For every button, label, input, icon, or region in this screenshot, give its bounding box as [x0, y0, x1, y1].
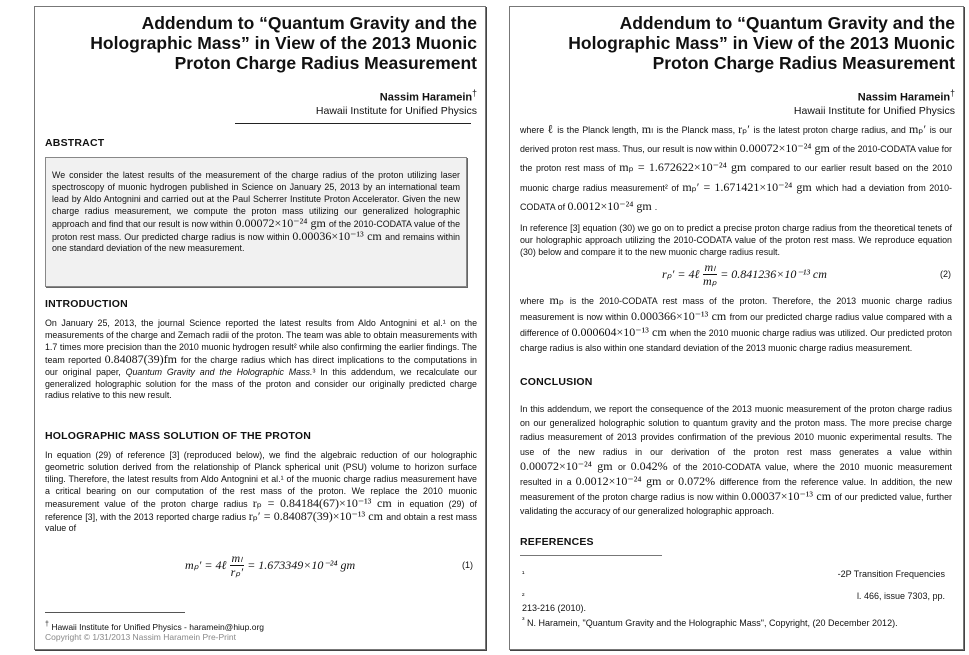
eq-fraction — [230, 552, 245, 579]
equation-1-label: (1) — [462, 560, 473, 570]
text-run: In reference [3] equation (30) we go on to predict a precise proton charge radius from the theoretical tenets of our holographic approach utilizing the 2010-CODATA value of the proton rest mass. We reproduce equation (30) below and compare it to the new muonic charge radius result. — [520, 223, 952, 257]
eq-numerator: mₗ — [704, 260, 716, 274]
text-run: of the 2010-CODATA value for the proton rest mass of — [520, 144, 953, 174]
math-expression: 0.00037×10⁻¹³ cm — [741, 489, 835, 504]
page-1 — [34, 6, 486, 650]
text-run: difference from the reference value. In addition, the new measurement of the proton charge radius is now within — [520, 477, 953, 503]
eq-rhs: = 1.673349×10⁻²⁴ gm — [247, 558, 356, 572]
math-expression: 0.042% — [630, 458, 674, 473]
references-rule — [520, 555, 662, 556]
reference-mark: ² — [522, 591, 525, 600]
paper-title: Addendum to “Quantum Gravity and the Holographic Mass” in View of the 2013 Muonic Proton Charge Radius Measurement — [568, 13, 955, 73]
text-run: ³ In this addendum, we recalculate our generalized holographic solution for the mass of the proton and consider our originally predicted charge radius relative to this new result. — [45, 366, 477, 401]
text-run: which had a deviation from 2010-CODATA of — [520, 182, 952, 212]
text-run: is the Planck mass, — [656, 125, 739, 135]
eq-denominator: rₚ′ — [230, 565, 244, 579]
text-run: is the 2010-CODATA rest mass of the proton. Therefore, the 2013 muonic charge radius measurement is now within — [520, 296, 952, 322]
text-run: is the Planck length, — [557, 125, 642, 135]
holo-text — [45, 450, 477, 535]
page-2 — [509, 6, 964, 650]
footnote-mark: † — [45, 620, 49, 628]
math-expression: 0.00072×10⁻²⁴ gm — [739, 141, 833, 156]
eq-lhs: rₚ′ = 4ℓ — [662, 267, 700, 281]
math-expression: mₚ — [549, 293, 570, 307]
text-run: is our derived proton rest mass. Thus, our result is now within — [520, 125, 953, 155]
text-run: On January 25, 2013, the journal Science reported the latest results from Aldo Antognini et al.¹ on the measurements of the charge and Zemach radii of the proton. The team was able to obtain measurements with 1.7 times more precision than the 2010 muonic hydrogen result² while also confirming the earlier findings. The team reported — [45, 318, 477, 365]
text-run: of the 2010-CODATA value, where the 2010 muonic measurement resulted in a — [520, 461, 953, 488]
math-expression: rₚ′ = 0.84087(39)×10⁻¹³ cm — [248, 508, 387, 523]
text-run: in equation (29) of reference [3], with the 2013 reported charge radius — [45, 498, 477, 522]
author-affiliation: Hawaii Institute for Unified Physics — [793, 104, 955, 117]
author-mark: † — [950, 88, 955, 98]
math-expression: rₚ = 0.84184(67)×10⁻¹³ cm — [252, 495, 398, 510]
math-expression: 0.0012×10⁻²⁴ gm — [575, 474, 667, 489]
math-expression: 0.00072×10⁻²⁴ gm — [235, 215, 329, 230]
copyright: Copyright © 1/31/2013 Nassim Haramein Pre-Print — [45, 632, 236, 642]
text-run: and remains within one standard deviation of the new measurement. — [52, 231, 460, 254]
equation-2-label: (2) — [940, 269, 951, 279]
text-run: of our predicted value, further validating the accuracy of our generalized holographic approach. — [520, 492, 952, 517]
text-run: where — [520, 125, 548, 135]
conclusion-heading: CONCLUSION — [520, 376, 593, 388]
where-paragraph-1 — [520, 120, 952, 216]
reference-3 — [522, 614, 898, 629]
reference-text: l. 466, issue 7303, pp. — [856, 591, 945, 601]
title-rule — [235, 123, 471, 124]
reference-mark: ¹ — [522, 569, 525, 578]
eq-fraction — [703, 261, 718, 288]
abstract-box — [45, 157, 467, 287]
reference-text: N. Haramein, "Quantum Gravity and the Holographic Mass", Copyright, (20 December 2012). — [527, 618, 898, 628]
footnote-text: Hawaii Institute for Unified Physics - haramein@hiup.org — [51, 621, 265, 632]
math-expression: rₚ′ — [738, 122, 754, 136]
text-run: where — [520, 296, 550, 306]
reference-30-paragraph — [520, 223, 952, 259]
equation-2 — [662, 261, 827, 288]
math-expression: 0.072% — [678, 474, 720, 489]
math-expression: 0.00072×10⁻²⁴ gm — [520, 458, 618, 473]
eq-lhs: mₚ′ = 4ℓ — [185, 558, 227, 572]
author-name: Nassim Haramein — [857, 91, 951, 104]
holo-heading: HOLOGRAPHIC MASS SOLUTION OF THE PROTON — [45, 430, 312, 442]
footnote-rule — [45, 612, 185, 613]
author-name: Nassim Haramein — [379, 91, 473, 104]
intro-text — [45, 318, 477, 402]
text-run: . — [654, 201, 658, 212]
math-expression: 0.0012×10⁻²⁴ gm — [567, 198, 655, 213]
text-run: In this addendum, we report the consequence of the 2013 muonic measurement of the proton charge radius on our generalized holographic solution to quantum gravity and the proton mass. The more precise charge radius measurement of 2013 provides confirmation of the previous 2010 muonic experimental results. The use of the new radius in our derivation of the proton rest mass generates a value within — [520, 404, 952, 457]
intro-heading: INTRODUCTION — [45, 298, 128, 310]
equation-1 — [185, 552, 355, 579]
text-run: In equation (29) of reference [3] (reproduced below), we find the algebraic reduction of our holographic geometric solution derived from the relationship of Planck spherical unit (PSU) volume to horizon surface tiling. Therefore, the latest results from Aldo Antognini et al.¹ of the muonic charge radius measurement have a critical bearing on our computation of the rest mass of the proton. We replace the 2010 muonic measurement value of the proton charge radius — [45, 450, 477, 509]
author-block — [316, 87, 477, 118]
author-mark: † — [472, 88, 477, 98]
conclusion-text — [520, 402, 952, 519]
math-expression: mₚ′ — [908, 122, 930, 136]
references-heading: REFERENCES — [520, 536, 594, 548]
abstract-text — [52, 170, 460, 255]
math-expression: mₚ′ = 1.671421×10⁻²⁴ gm — [682, 179, 816, 194]
text-run: and obtain a rest mass value of — [45, 511, 477, 534]
text-run: or — [617, 461, 631, 472]
paper-title: Addendum to “Quantum Gravity and the Holographic Mass” in View of the 2013 Muonic Proton Charge Radius Measurement — [90, 13, 477, 73]
eq-rhs: = 0.841236×10⁻¹³ cm — [720, 267, 827, 281]
math-expression: 0.000366×10⁻¹³ cm — [630, 309, 730, 323]
text-run: or — [666, 477, 679, 488]
math-expression: 0.84087(39)fm — [104, 351, 181, 366]
author-block — [794, 87, 955, 118]
reference-text: -2P Transition Frequencies — [837, 569, 945, 579]
author-affiliation: Hawaii Institute for Unified Physics — [315, 104, 477, 117]
math-expression: mₗ — [641, 122, 657, 136]
eq-denominator: mₚ — [702, 274, 717, 288]
math-expression: 0.000604×10⁻¹³ cm — [571, 325, 670, 339]
where-paragraph-2 — [520, 293, 952, 356]
reference-2-cont: 213-216 (2010). — [522, 603, 587, 613]
reference-1 — [522, 568, 945, 583]
math-expression: mₚ = 1.672622×10⁻²⁴ gm — [619, 160, 751, 175]
text-run: when the 2010 muonic charge radius was utilized. Our predicted proton charge radius is also within one standard deviation of the 2013 muonic charge radius measurement. — [520, 328, 952, 353]
text-run: from our predicted charge radius value compared with a difference of — [520, 312, 952, 338]
math-expression: ℓ — [547, 122, 558, 136]
eq-numerator: mₗ — [231, 551, 243, 565]
abstract-heading: ABSTRACT — [45, 137, 105, 149]
text-run: We consider the latest results of the measurement of the charge radius of the proton utilizing laser spectroscopy of muonic hydrogen published in Science on January 25, 2013 by an international team lead by Aldo Antognini and carried out at the Paul Scherrer Institute Proton Accelerator. Given the new charge radius measurement, we compute the proton mass utilizing our generalized holographic approach and find that our result is now within — [52, 170, 460, 229]
text-run: is the latest proton charge radius, and — [753, 125, 909, 135]
math-expression: 0.00036×10⁻¹³ cm — [292, 228, 386, 243]
reference-mark: ³ — [522, 615, 525, 624]
text-run: compared to our earlier result based on the 2010 muonic charge radius measurement² of — [520, 163, 953, 193]
italic-title: Quantum Gravity and the Holographic Mass. — [125, 366, 313, 377]
text-run: for the charge radius which has direct implications to the computations in our original paper, — [45, 354, 477, 377]
text-run: of the 2010-CODATA value of the proton rest mass. Our predicted charge radius is now within — [52, 218, 461, 242]
